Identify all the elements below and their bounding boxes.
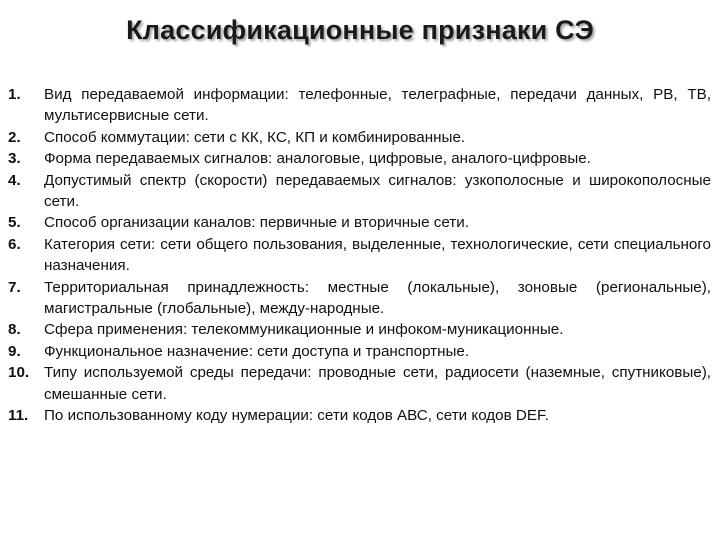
list-item — [8, 127, 711, 148]
item-text: Способ коммутации: сети с КК, КС, КП и комбинированные. — [44, 128, 466, 146]
item-text: Способ организации каналов: первичные и вторичные сети. — [44, 214, 469, 232]
list-item — [8, 84, 711, 127]
item-number: 1. — [8, 86, 21, 103]
item-number: 7. — [8, 278, 21, 296]
item-number: 4. — [8, 171, 21, 189]
list-item — [8, 212, 711, 233]
criteria-list — [8, 84, 711, 427]
list-item — [8, 341, 711, 362]
item-text: Типу используемой среды передачи: проводные сети, радиосети (наземные, спутниковые), смешанные сети. — [44, 364, 711, 403]
list-item — [8, 405, 711, 426]
item-number: 2. — [8, 128, 21, 146]
list-item — [8, 277, 711, 320]
item-number: 3. — [8, 150, 21, 168]
item-number: 8. — [8, 321, 21, 339]
item-text: Форма передаваемых сигналов: аналоговые, цифровые, аналого-цифровые. — [44, 150, 591, 168]
item-text: Допустимый спектр (скорости) передаваемых сигналов: узкополосные и широкополосные сети. — [44, 171, 711, 211]
list-item — [8, 148, 711, 169]
item-number: 6. — [8, 235, 21, 253]
list-item — [8, 319, 711, 340]
item-text: По использованному коду нумерации: сети кодов АВС, сети кодов DEF. — [44, 407, 549, 425]
item-number: 9. — [8, 342, 21, 360]
list-item — [8, 362, 711, 405]
list-item — [8, 170, 711, 213]
item-text: Категория сети: сети общего пользования, выделенные, технологические, сети специального назначения. — [44, 235, 711, 275]
item-text: Территориальная принадлежность: местные (локальные), зоновые (региональные), магистральные (глобальные), между-народные. — [44, 278, 711, 318]
item-number: 10. — [8, 364, 30, 382]
item-text: Сфера применения: телекоммуникационные и инфоком-муникационные. — [44, 321, 564, 339]
slide-title: Классификационные признаки СЭ — [126, 15, 594, 45]
item-text: Вид передаваемой информации: телефонные, телеграфные, передачи данных, РВ, ТВ, мультисервисные сети. — [44, 86, 711, 125]
item-number: 11. — [8, 407, 29, 425]
item-text: Функциональное назначение: сети доступа и транспортные. — [44, 342, 470, 360]
item-number: 5. — [8, 214, 21, 232]
list-item — [8, 234, 711, 277]
